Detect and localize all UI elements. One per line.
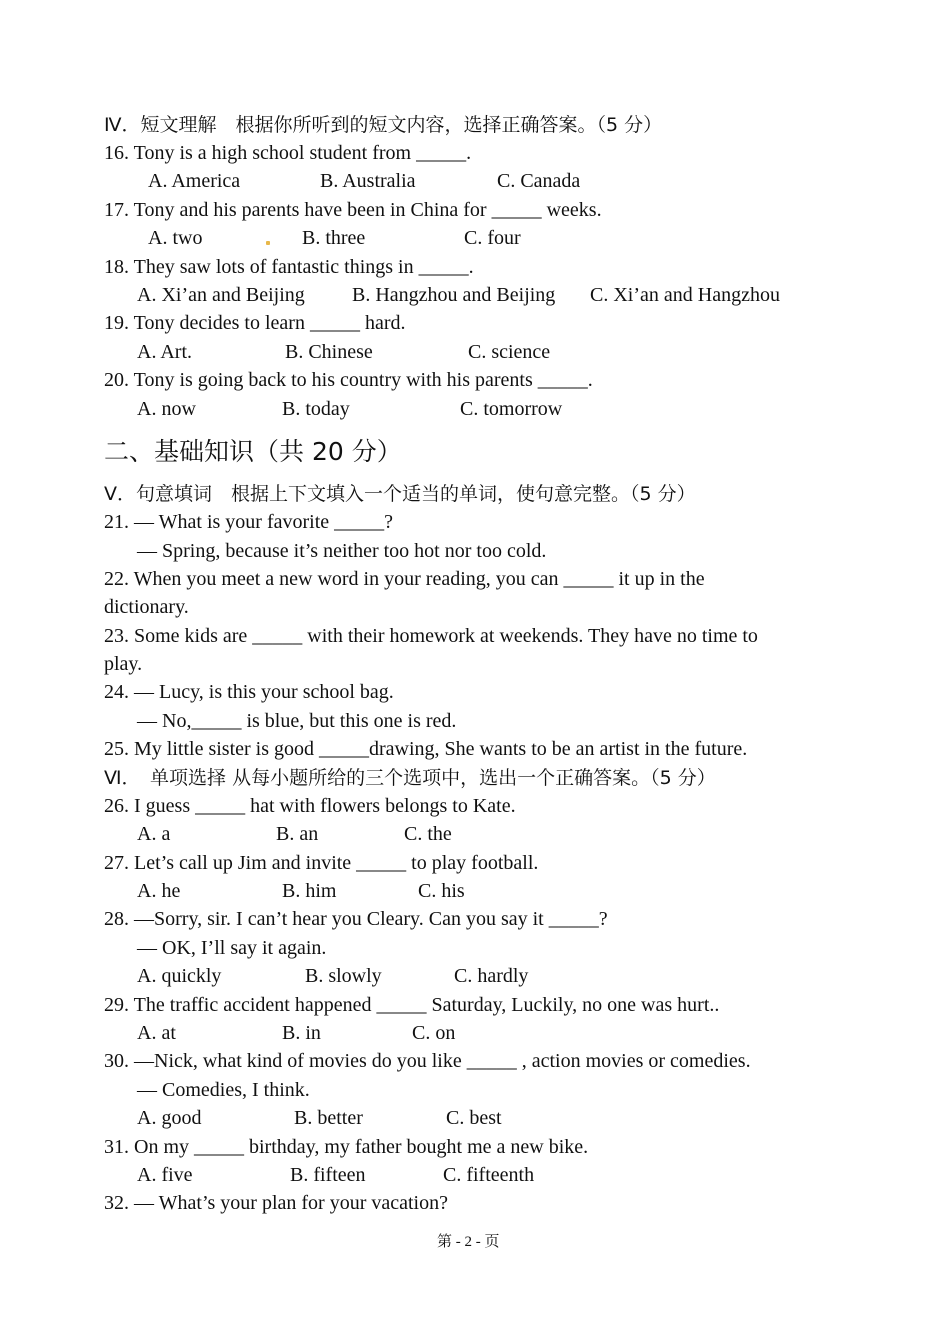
question-17: 17. Tony and his parents have been in China for _____ weeks.	[104, 199, 602, 221]
question-18: 18. They saw lots of fantastic things in _____.	[104, 256, 474, 278]
q28-option-c: C. hardly	[454, 965, 529, 987]
q16-option-a: A. America	[148, 170, 241, 192]
q30-option-c: C. best	[446, 1107, 502, 1129]
q31-option-b: B. fifteen	[290, 1164, 366, 1186]
part-two-title: 二、基础知识（共 20 分）	[104, 437, 402, 466]
q28-option-b: B. slowly	[305, 965, 382, 987]
question-30-reply: — Comedies, I think.	[137, 1079, 310, 1101]
q17-option-c: C. four	[464, 227, 521, 249]
q20-option-a: A. now	[137, 398, 196, 420]
q30-option-b: B. better	[294, 1107, 363, 1129]
question-29: 29. The traffic accident happened _____ Saturday, Luckily, no one was hurt..	[104, 994, 720, 1016]
q31-option-c: C. fifteenth	[443, 1164, 535, 1186]
q19-option-a: A. Art.	[137, 341, 192, 363]
question-28-reply: — OK, I’ll say it again.	[137, 937, 327, 959]
question-24-reply: — No,_____ is blue, but this one is red.	[137, 710, 457, 732]
stray-mark	[266, 241, 270, 245]
q18-option-c: C. Xi’an and Hangzhou	[590, 284, 780, 306]
q28-option-a: A. quickly	[137, 965, 222, 987]
q17-option-a: A. two	[148, 227, 203, 249]
section-v-heading: Ⅴ．句意填词 根据上下文填入一个适当的单词，使句意完整。（5 分）	[104, 483, 696, 505]
q20-option-b: B. today	[282, 398, 350, 420]
question-31: 31. On my _____ birthday, my father bought me a new bike.	[104, 1136, 589, 1158]
section-iv-heading: Ⅳ．短文理解 根据你所听到的短文内容，选择正确答案。（5 分）	[104, 114, 663, 136]
question-16: 16. Tony is a high school student from _____.	[104, 142, 472, 164]
question-26: 26. I guess _____ hat with flowers belongs to Kate.	[104, 795, 516, 817]
question-21: 21. — What is your favorite _____?	[104, 511, 394, 533]
question-22: 22. When you meet a new word in your reading, you can _____ it up in the	[104, 568, 705, 590]
q30-option-a: A. good	[137, 1107, 202, 1129]
q19-option-b: B. Chinese	[285, 341, 373, 363]
question-21-reply: — Spring, because it’s neither too hot nor too cold.	[137, 540, 547, 562]
q16-option-b: B. Australia	[320, 170, 416, 192]
q29-option-a: A. at	[137, 1022, 176, 1044]
question-32: 32. — What’s your plan for your vacation?	[104, 1192, 448, 1214]
q26-option-c: C. the	[404, 823, 452, 845]
question-27: 27. Let’s call up Jim and invite _____ to play football.	[104, 852, 539, 874]
q27-option-b: B. him	[282, 880, 337, 902]
q17-option-b: B. three	[302, 227, 366, 249]
q27-option-a: A. he	[137, 880, 181, 902]
question-22-cont: dictionary.	[104, 596, 189, 618]
q31-option-a: A. five	[137, 1164, 193, 1186]
q16-option-c: C. Canada	[497, 170, 581, 192]
question-19: 19. Tony decides to learn _____ hard.	[104, 312, 406, 334]
page-number: 第 - 2 - 页	[437, 1234, 500, 1250]
q18-option-a: A. Xi’an and Beijing	[137, 284, 305, 306]
q26-option-b: B. an	[276, 823, 319, 845]
section-vi-heading: Ⅵ． 单项选择 从每小题所给的三个选项中，选出一个正确答案。（5 分）	[104, 767, 716, 789]
q27-option-c: C. his	[418, 880, 465, 902]
q18-option-b: B. Hangzhou and Beijing	[352, 284, 556, 306]
question-25: 25. My little sister is good _____drawing, She wants to be an artist in the future.	[104, 738, 748, 760]
question-20: 20. Tony is going back to his country with his parents _____.	[104, 369, 593, 391]
question-23: 23. Some kids are _____ with their homework at weekends. They have no time to	[104, 625, 758, 647]
question-23-cont: play.	[104, 653, 143, 675]
q20-option-c: C. tomorrow	[460, 398, 563, 420]
q26-option-a: A. a	[137, 823, 171, 845]
q19-option-c: C. science	[468, 341, 551, 363]
question-24: 24. — Lucy, is this your school bag.	[104, 681, 394, 703]
question-28: 28. —Sorry, sir. I can’t hear you Cleary. Can you say it _____?	[104, 908, 608, 930]
question-30: 30. —Nick, what kind of movies do you like _____ , action movies or comedies.	[104, 1050, 751, 1072]
q29-option-b: B. in	[282, 1022, 321, 1044]
q29-option-c: C. on	[412, 1022, 456, 1044]
